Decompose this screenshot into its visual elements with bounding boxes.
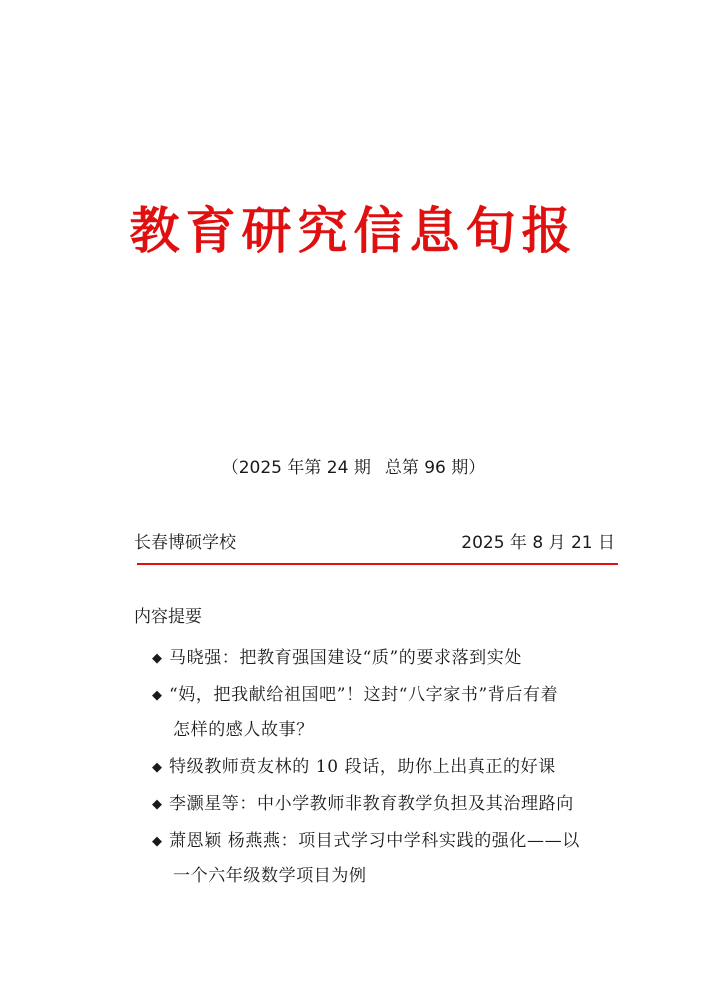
summary-item[interactable] [152, 678, 622, 748]
issue-line [0, 455, 707, 481]
summary-item-line1: 李灏星等：中小学教师非教育教学负担及其治理路向 [169, 794, 574, 814]
summary-item-line1: “妈，把我献给祖国吧”！这封“八字家书”背后有着 [169, 685, 559, 705]
issue-close-paren: ） [468, 458, 486, 478]
summary-title: 内容提要 [134, 607, 202, 627]
issue-number: 2025 年第 24 期 [238, 458, 371, 478]
summary-item[interactable] [152, 750, 622, 785]
issue-open-paren: （ [221, 458, 239, 478]
summary-item-line1: 马晓强：把教育强国建设“质”的要求落到实处 [169, 648, 522, 668]
diamond-bullet-icon: ◆ [152, 834, 162, 849]
diamond-bullet-icon: ◆ [152, 797, 162, 812]
summary-item[interactable] [152, 787, 622, 822]
summary-item[interactable] [152, 824, 622, 894]
diamond-bullet-icon: ◆ [152, 760, 162, 775]
summary-item-line1: 特级教师贲友林的 10 段话，助你上出真正的好课 [169, 757, 556, 777]
publish-date: 2025 年 8 月 21 日 [461, 533, 615, 553]
diamond-bullet-icon: ◆ [152, 688, 162, 703]
red-divider-rule [137, 563, 618, 565]
summary-item-line2: 一个六年级数学项目为例 [173, 866, 367, 886]
issue-total: 总第 96 期 [384, 458, 469, 478]
diamond-bullet-icon: ◆ [152, 651, 162, 666]
summary-item-line2: 怎样的感人故事？ [173, 720, 314, 740]
summary-list [152, 641, 622, 896]
masthead-title: 教育研究信息旬报 [129, 201, 578, 260]
organization-name: 长春博硕学校 [134, 533, 236, 553]
summary-item[interactable] [152, 641, 622, 676]
summary-item-line1: 萧恩颖 杨燕燕：项目式学习中学科实践的强化——以 [169, 831, 580, 851]
